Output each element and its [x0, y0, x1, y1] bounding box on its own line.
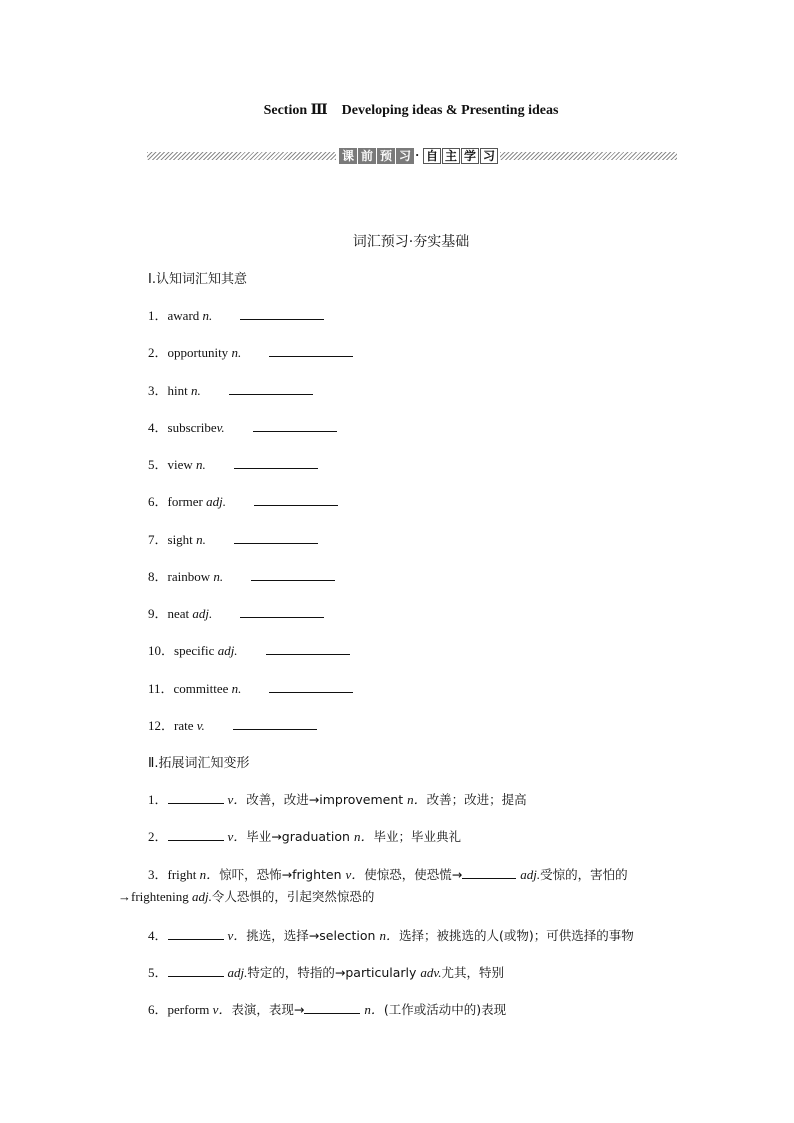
item-number: 4． [148, 928, 168, 943]
item-word: rainbow [167, 569, 211, 584]
item-text: →frightening [118, 889, 193, 904]
item-pos: n. [231, 345, 242, 360]
item-word: committee [173, 681, 229, 696]
answer-blank[interactable] [253, 419, 337, 432]
item-pos: adj. [206, 494, 227, 509]
vocab-item [148, 715, 317, 734]
banner-char: 课 [339, 148, 357, 164]
page-title: Section Ⅲ Developing ideas & Presenting ideas [263, 103, 559, 118]
item-text: 毕业；毕业典礼 [373, 829, 461, 844]
answer-blank[interactable] [168, 964, 224, 977]
banner-char: 前 [358, 148, 376, 164]
answer-blank[interactable] [462, 866, 516, 879]
answer-blank[interactable] [234, 456, 318, 469]
item-pos: n. [196, 532, 206, 547]
item-pos: v. [216, 420, 225, 435]
item-number: 1． [148, 308, 168, 323]
item-number: 6． [148, 494, 168, 509]
item-pos: n. [191, 383, 201, 398]
word-form-item [148, 789, 527, 808]
word-form-item-continued [118, 887, 374, 905]
item-pos: n. [202, 308, 213, 323]
item-number: 6． [148, 1002, 168, 1017]
word-form-item [148, 925, 634, 944]
word-form-item [148, 826, 461, 845]
item-pos: adj. [520, 867, 541, 882]
banner-char: 习 [480, 148, 498, 164]
item-word: subscribe [167, 420, 217, 435]
item-word: award [167, 308, 200, 323]
item-text: 毕业→graduation [246, 829, 354, 844]
vocab-item [148, 566, 335, 585]
item-number: 9． [148, 606, 168, 621]
item-number: 3． [148, 383, 168, 398]
vocab-item [148, 603, 324, 622]
item-text: fright [167, 867, 200, 882]
item-text: 挑选，选择→selection [246, 928, 380, 943]
vocab-item [148, 640, 350, 659]
item-pos: n． [353, 829, 374, 844]
answer-blank[interactable] [229, 382, 313, 395]
item-text: 改善，改进→improvement [246, 792, 408, 807]
item-text: 受惊的，害怕的 [540, 867, 628, 882]
item-word: rate [174, 718, 194, 733]
word-form-item [148, 864, 628, 883]
answer-blank[interactable] [254, 493, 338, 506]
item-text: (工作或活动中的)表现 [383, 1002, 507, 1017]
item-word: view [167, 457, 193, 472]
item-pos: n． [407, 792, 427, 807]
item-number: 5． [148, 457, 168, 472]
item-number: 7． [148, 532, 168, 547]
item-pos: v． [345, 867, 365, 882]
item-text: 尤其，特别 [441, 965, 504, 980]
banner-stripe-right [500, 152, 677, 160]
item-pos: adj. [192, 606, 213, 621]
answer-blank[interactable] [168, 791, 224, 804]
item-pos: n. [196, 457, 206, 472]
item-pos: n． [199, 867, 220, 882]
answer-blank[interactable] [168, 927, 224, 940]
item-word: former [167, 494, 203, 509]
answer-blank[interactable] [168, 828, 224, 841]
item-word: sight [167, 532, 193, 547]
vocab-item [148, 454, 318, 473]
item-pos: adj. [227, 965, 248, 980]
item-word: hint [167, 383, 188, 398]
answer-blank[interactable] [233, 717, 317, 730]
item-number: 4． [148, 420, 168, 435]
item-pos: n． [364, 1002, 384, 1017]
item-text: 令人恐惧的，引起突然惊恐的 [211, 889, 375, 904]
vocab-item [148, 417, 337, 436]
answer-blank[interactable] [251, 568, 335, 581]
section1-heading: Ⅰ.认知词汇知其意 [148, 272, 247, 287]
item-number: 2． [148, 345, 168, 360]
answer-blank[interactable] [304, 1001, 360, 1014]
item-pos: n． [379, 928, 399, 943]
subheading: 词汇预习·夯实基础 [352, 234, 470, 250]
word-form-item [148, 962, 504, 981]
item-number: 5． [148, 965, 168, 980]
item-text: 使惊恐，使恐慌→ [364, 867, 463, 882]
item-number: 1． [148, 792, 168, 807]
item-pos: v. [196, 718, 205, 733]
banner-char: 主 [442, 148, 460, 164]
item-text: 惊吓，恐怖→frighten [219, 867, 346, 882]
item-number: 2． [148, 829, 168, 844]
item-number: 11． [148, 681, 174, 696]
answer-blank[interactable] [269, 680, 353, 693]
item-pos: adv. [420, 965, 442, 980]
item-pos: n. [231, 681, 242, 696]
vocab-item [148, 305, 324, 324]
banner-label-left [339, 147, 415, 164]
item-text: 改善；改进；提高 [426, 792, 527, 807]
item-pos: v． [227, 792, 247, 807]
vocab-item [148, 678, 353, 697]
item-word: opportunity [167, 345, 229, 360]
vocab-item [148, 380, 313, 399]
answer-blank[interactable] [240, 605, 324, 618]
item-pos: adj. [217, 643, 238, 658]
word-form-item [148, 999, 506, 1018]
item-number: 12． [148, 718, 175, 733]
banner-char: 预 [377, 148, 395, 164]
banner-char: 学 [461, 148, 479, 164]
item-text: perform [167, 1002, 213, 1017]
vocab-item [148, 342, 353, 361]
item-number: 3． [148, 867, 168, 882]
section-banner [147, 147, 677, 165]
banner-char: 自 [423, 148, 441, 164]
answer-blank[interactable] [266, 642, 350, 655]
vocab-item [148, 529, 318, 548]
item-text: 特定的，特指的→particularly [247, 965, 421, 980]
item-word: specific [174, 643, 215, 658]
banner-char: 习 [396, 148, 414, 164]
answer-blank[interactable] [240, 307, 324, 320]
item-text: 表演，表现→ [231, 1002, 305, 1017]
vocab-item [148, 491, 338, 510]
item-pos: v． [227, 928, 247, 943]
answer-blank[interactable] [234, 531, 318, 544]
item-text: 选择；被挑选的人(或物)；可供选择的事物 [398, 928, 634, 943]
banner-dot: · [415, 147, 420, 162]
item-number: 8． [148, 569, 168, 584]
answer-blank[interactable] [269, 344, 353, 357]
item-pos: v． [227, 829, 247, 844]
item-pos: v． [212, 1002, 232, 1017]
item-word: neat [167, 606, 190, 621]
item-number: 10． [148, 643, 175, 658]
item-pos: n. [213, 569, 224, 584]
section2-heading: Ⅱ.拓展词汇知变形 [148, 756, 250, 771]
item-pos: adj. [192, 889, 212, 904]
banner-label-right [423, 147, 499, 164]
banner-stripe-left [147, 152, 336, 160]
